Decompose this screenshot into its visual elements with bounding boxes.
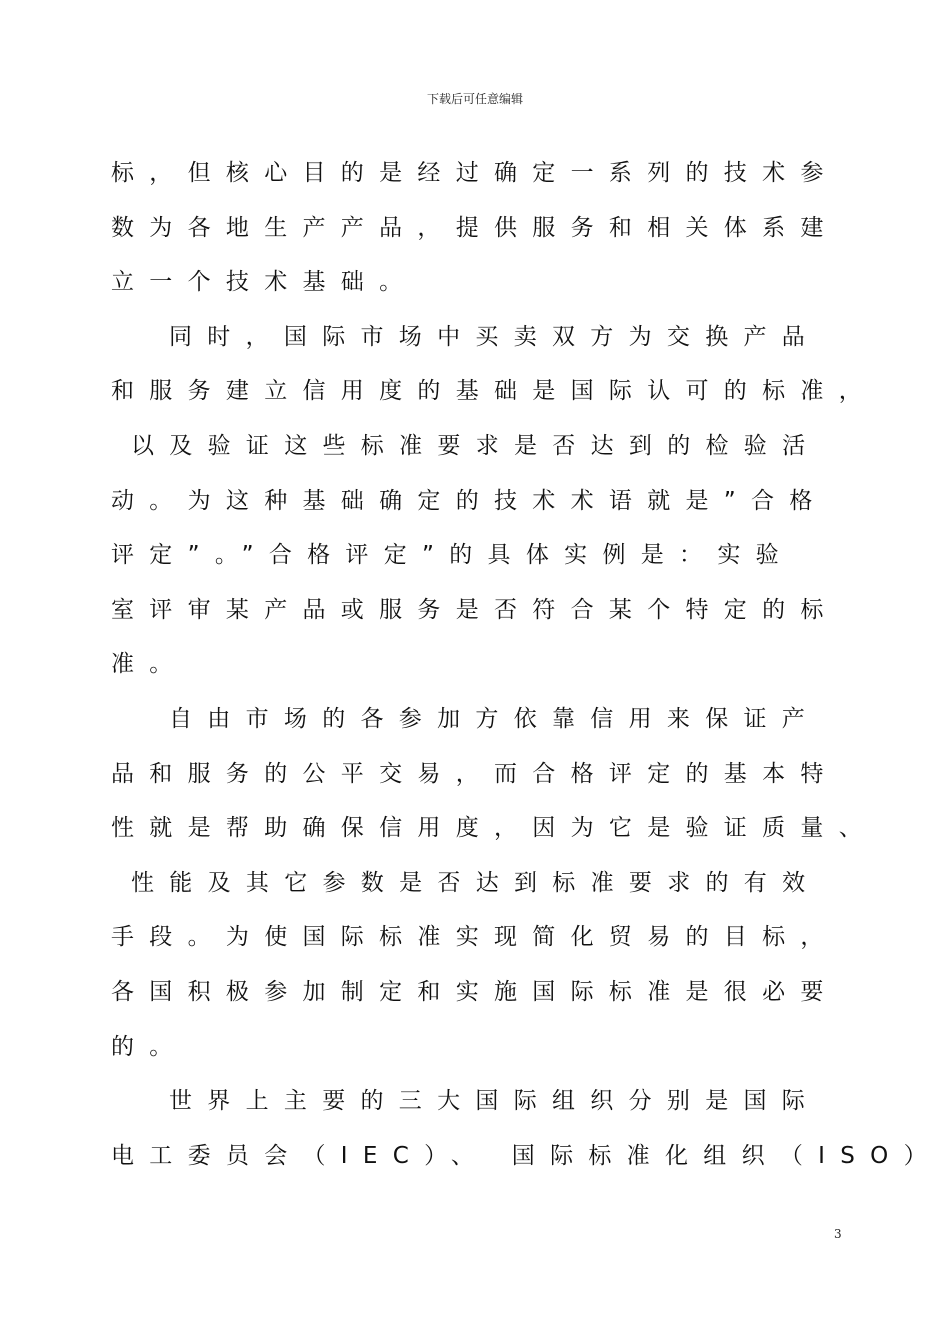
text-line: 数为各地生产产品，提供服务和相关体系建 bbox=[111, 214, 839, 241]
document-body bbox=[111, 146, 942, 1183]
paragraph-start-line: 世界上主要的三大国际组织分别是国际 bbox=[169, 1088, 821, 1115]
text-line: 动。为这种基础确定的技术术语就是”合格 bbox=[111, 487, 828, 514]
paragraph-start-line: 同时，国际市场中买卖双方为交换产品 bbox=[169, 323, 821, 350]
page-header: 下载后可任意编辑 bbox=[426, 92, 523, 106]
text-line: 品和服务的公平交易，而合格评定的基本特 bbox=[111, 760, 839, 787]
text-line: 室评审某产品或服务是否符合某个特定的标 bbox=[111, 596, 839, 623]
text-line: 性就是帮助确保信用度，因为它是验证质量、 bbox=[111, 815, 877, 842]
text-line: 以及验证这些标准要求是否达到的检验活 bbox=[131, 432, 821, 459]
text-line: 立一个技术基础。 bbox=[111, 269, 418, 296]
text-line: 的。 bbox=[111, 1033, 188, 1060]
text-line: 准。 bbox=[111, 651, 188, 678]
text-line: 评定”。”合格评定”的具体实例是：实验 bbox=[111, 542, 794, 569]
page-number: 3 bbox=[834, 1227, 842, 1241]
text-line: 电工委员会（IEC）、 国际标准化组织（ISO） bbox=[111, 1142, 942, 1169]
paragraph-start-line: 自由市场的各参加方依靠信用来保证产 bbox=[169, 705, 821, 732]
text-line: 和服务建立信用度的基础是国际认可的标准， bbox=[111, 378, 877, 405]
text-line: 标，但核心目的是经过确定一系列的技术参 bbox=[111, 160, 839, 186]
text-line: 性能及其它参数是否达到标准要求的有效 bbox=[131, 869, 821, 896]
text-line: 手段。为使国际标准实现简化贸易的目标， bbox=[111, 924, 839, 951]
text-line: 各国积极参加制定和实施国际标准是很必要 bbox=[111, 978, 839, 1005]
